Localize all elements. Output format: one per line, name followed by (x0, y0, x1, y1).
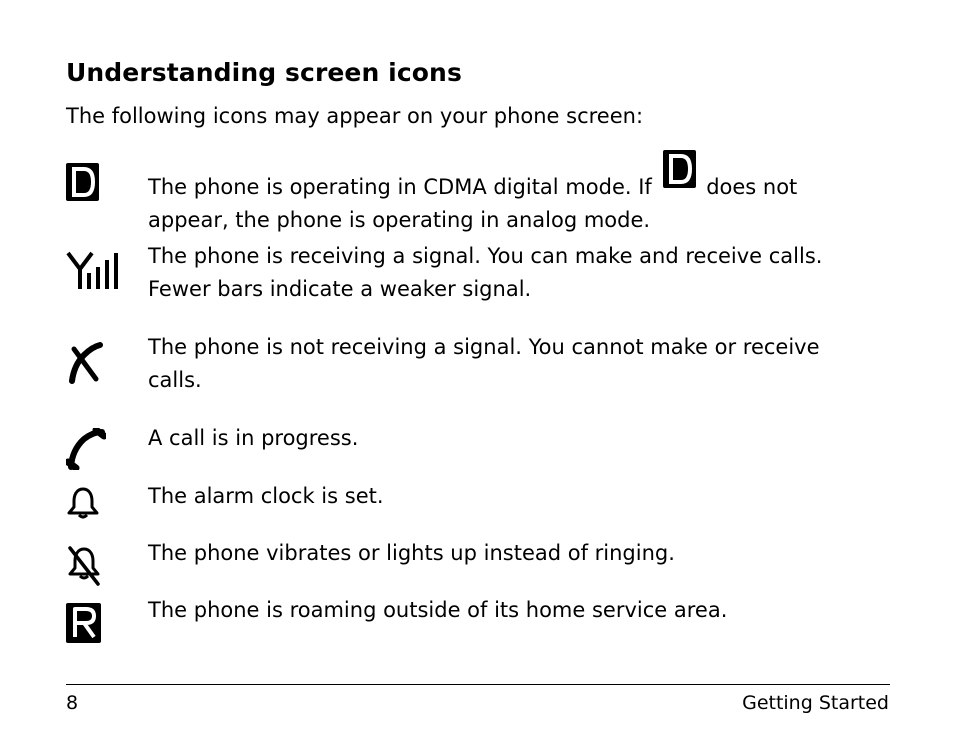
page-heading: Understanding screen icons (66, 58, 462, 87)
roaming-icon (66, 603, 101, 643)
alarm-description: The alarm clock is set. (148, 484, 384, 508)
no-signal-icon (66, 341, 104, 385)
silent-mode-description: The phone vibrates or lights up instead of ringing. (148, 541, 675, 565)
call-in-progress-description: A call is in progress. (148, 426, 359, 450)
digital-mode-text-after: does not appear, the phone is operating in analog mode. (148, 175, 798, 232)
section-title: Getting Started (742, 692, 889, 714)
digital-mode-description (148, 150, 868, 237)
intro-text: The following icons may appear on your phone screen: (66, 104, 644, 128)
page-number: 8 (66, 692, 79, 714)
digital-mode-text-before: The phone is operating in CDMA digital mode. If (148, 175, 652, 199)
alarm-bell-icon (66, 486, 100, 520)
signal-strength-icon (66, 251, 122, 291)
signal-strength-description: The phone is receiving a signal. You can make and receive calls. Fewer bars indicate a weaker signal. (148, 244, 823, 301)
no-signal-description: The phone is not receiving a signal. You cannot make or receive calls. (148, 335, 820, 392)
digital-mode-icon (66, 163, 99, 201)
digital-mode-inline-icon (663, 150, 696, 188)
call-in-progress-icon (66, 428, 106, 470)
roaming-description: The phone is roaming outside of its home service area. (148, 598, 728, 622)
silent-mode-icon (66, 544, 102, 586)
footer-divider (66, 684, 890, 685)
